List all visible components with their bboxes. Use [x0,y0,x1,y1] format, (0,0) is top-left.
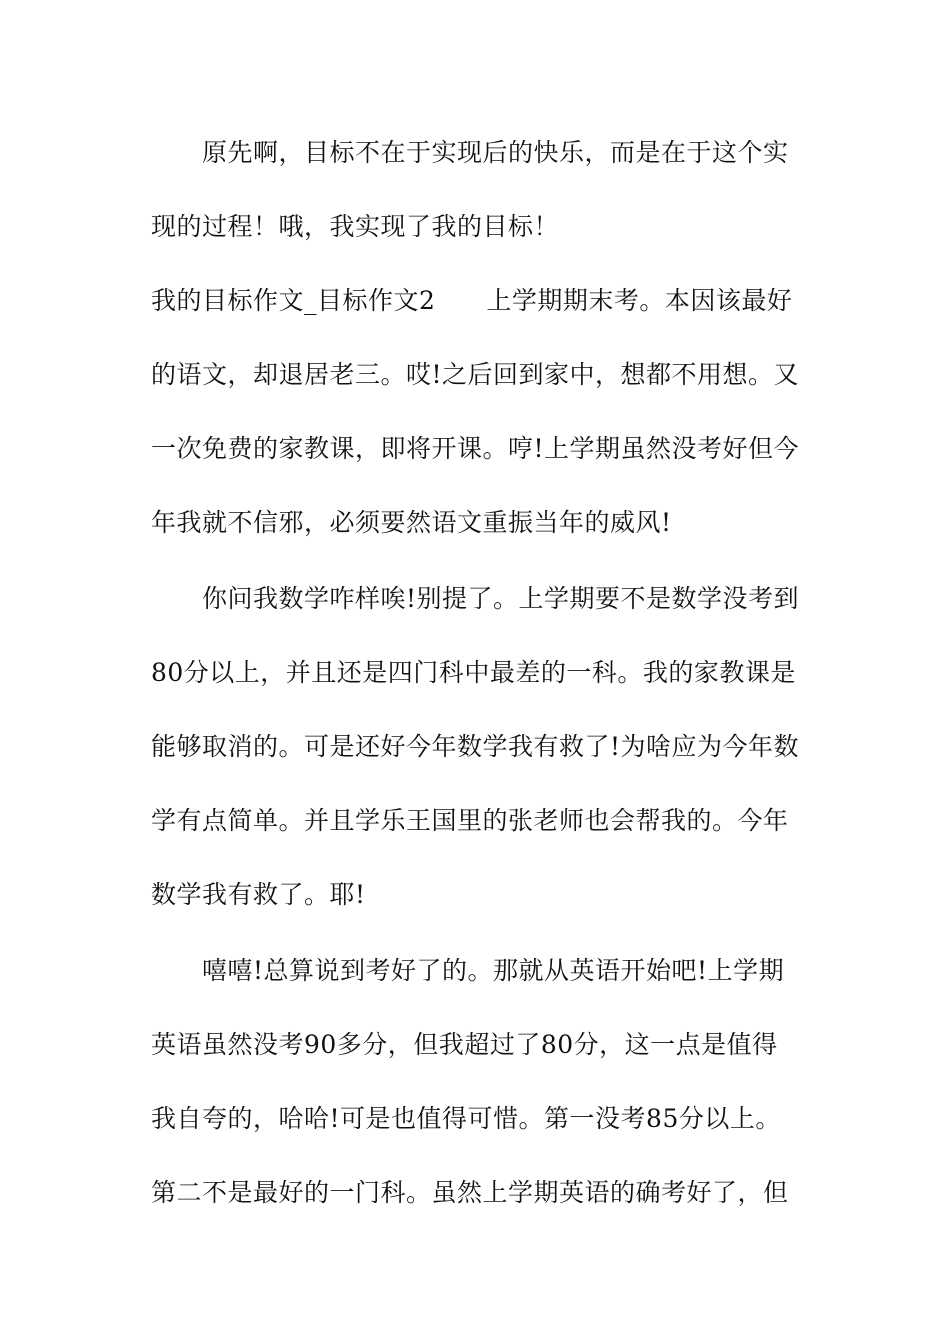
text-line: 现的过程！哦，我实现了我的目标！ [151,212,560,241]
text-line: 第二不是最好的一门科。虽然上学期英语的确考好了，但 [151,1178,789,1207]
text-line: 英语虽然没考90多分，但我超过了80分，这一点是值得 [151,1030,778,1059]
text-line: 80分以上，并且还是四门科中最差的一科。我的家教课是 [151,658,796,687]
text-line: 学有点简单。并且学乐王国里的张老师也会帮我的。今年 [151,806,789,835]
text-line: 我的目标作文_目标作文2 上学期期末考。本因该最好 [151,286,793,315]
text-line: 原先啊，目标不在于实现后的快乐，而是在于这个实 [151,138,789,167]
text-line: 一次免费的家教课，即将开课。哼!上学期虽然没考好但今 [151,434,800,463]
text-line: 你问我数学咋样唉!别提了。上学期要不是数学没考到 [151,584,800,613]
text-line: 年我就不信邪，必须要然语文重振当年的威风! [151,508,672,537]
text-line: 嘻嘻!总算说到考好了的。那就从英语开始吧!上学期 [151,956,785,985]
text-line: 的语文，却退居老三。哎!之后回到家中，想都不用想。又 [151,360,800,389]
text-line: 我自夸的，哈哈!可是也值得可惜。第一没考85分以上。 [151,1104,781,1133]
text-line: 能够取消的。可是还好今年数学我有救了!为啥应为今年数 [151,732,800,761]
text-line: 数学我有救了。耶! [151,880,366,909]
